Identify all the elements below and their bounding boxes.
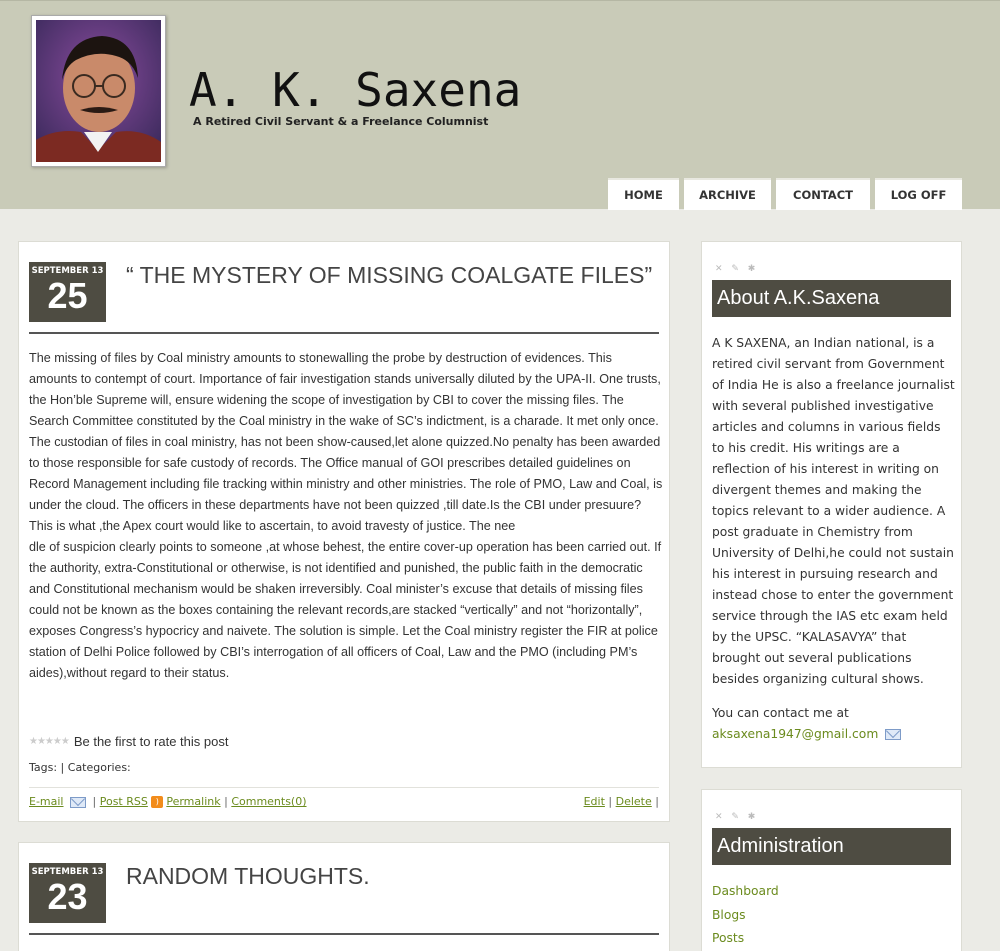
- post: [18, 241, 670, 822]
- widget-tools[interactable]: ✕ ✎ ✱: [715, 264, 759, 274]
- post-date: [29, 863, 106, 923]
- site-title[interactable]: A. K. Saxena: [189, 63, 522, 117]
- email-link[interactable]: E-mail: [29, 795, 64, 808]
- contact-intro: You can contact me at: [712, 706, 849, 720]
- post-body: [29, 348, 663, 684]
- about-text: A K SAXENA, an Indian national, is a retired civil servant from Government of India He is also a freelance journalist with several published investigative articles and columns in various fields to his credit. His writings are a reflection of his interest in writing on divergent themes and making the topics relevant to a wider audience. A post graduate in Chemistry from University of Delhi,he could not sustain his interest in pursuing research and instead chose to enter the government service through the IAS etc exam held by the UPSC. “KALASAVYA” that brought out several publications besides organizing cultural shows.: [712, 336, 955, 686]
- admin-link-dashboard[interactable]: Dashboard: [712, 884, 779, 898]
- rating-stars[interactable]: ★★★★★: [29, 736, 69, 747]
- mail-icon[interactable]: [885, 729, 901, 740]
- author-photo: [36, 20, 161, 162]
- post-rss-link[interactable]: Post RSS: [99, 795, 148, 808]
- admin-links: [712, 880, 779, 951]
- post-date-month: SEPTEMBER 13: [31, 266, 104, 276]
- post-title[interactable]: “ THE MYSTERY OF MISSING COALGATE FILES”: [126, 262, 653, 288]
- footer-separator: |: [92, 795, 97, 808]
- rating-text: Be the first to rate this post: [73, 734, 229, 749]
- contact-email-link[interactable]: aksaxena1947@gmail.com: [712, 727, 879, 741]
- nav-log-off[interactable]: LOG OFF: [875, 178, 962, 210]
- admin-heading: Administration: [712, 828, 951, 865]
- post: [18, 842, 670, 951]
- widget-tools[interactable]: ✕ ✎ ✱: [715, 812, 759, 822]
- admin-link-blogs[interactable]: Blogs: [712, 907, 746, 922]
- nav-archive[interactable]: ARCHIVE: [684, 178, 771, 210]
- post-title-divider: [29, 933, 659, 935]
- nav-contact[interactable]: CONTACT: [776, 178, 870, 210]
- main-nav: [608, 178, 967, 210]
- rss-icon[interactable]: ): [151, 796, 163, 808]
- author-photo-frame: [31, 15, 166, 167]
- post-footer-divider: [29, 787, 659, 788]
- delete-link[interactable]: Delete: [615, 795, 652, 808]
- post-body-paragraph: dle of suspicion clearly points to someone ,at whose behest, the entire cover-up operation has been carried out. If the authority, extra-Constitutional or otherwise, is not identified and punished, the public faith in the democratic and Constitutional mechanism would be shaken irreversibly. Coal minister’s excuse that details of missing files could not be known as the boxes containing the relevant records,are stacked “vertically” and not “horizontally”, exposes Congress’s hypocricy and naivete. The solution is simple. Let the Coal ministry register the FIR at police station of Delhi Police followed by CBI’s interrogation of all officers of Coal, Law and the PMO (including PM’s aides),without regard to their status.: [29, 540, 662, 680]
- site-header: [0, 0, 1000, 209]
- site-tagline: A Retired Civil Servant & a Freelance Columnist: [193, 115, 489, 128]
- admin-link-posts[interactable]: Posts: [712, 931, 745, 945]
- footer-separator: |: [655, 795, 659, 808]
- nav-home[interactable]: HOME: [608, 178, 679, 210]
- post-date-day: 23: [47, 876, 88, 917]
- about-heading: About A.K.Saxena: [712, 280, 951, 317]
- post-date: [29, 262, 106, 322]
- contact-block: [712, 703, 956, 745]
- admin-widget: [701, 789, 962, 951]
- post-date-month: SEPTEMBER 13: [31, 867, 104, 877]
- post-title[interactable]: RANDOM THOUGHTS.: [126, 863, 370, 889]
- post-rating: [29, 734, 228, 749]
- edit-link[interactable]: Edit: [583, 795, 605, 808]
- mail-icon[interactable]: [70, 797, 86, 808]
- footer-separator: |: [608, 795, 613, 808]
- permalink-link[interactable]: Permalink: [166, 795, 221, 808]
- comments-link[interactable]: Comments(0): [231, 795, 307, 808]
- post-body-paragraph: The missing of files by Coal ministry amounts to stonewalling the probe by destruction of evidences. This amounts to contempt of court. Importance of fair investigation stands universally diluted by the UPA-II. One trusts, the Hon’ble Supreme will, ensure widening the scope of investigation by CBI to cover the missing files. The Search Committee constituted by the Coal ministry in the wake of SC’s indictment, is a charade. It met only once. The custodian of files in coal ministry, has not been show-caused,let alone quizzed.No penalty has been awarded to those responsible for safe custody of records. The Office manual of GOI prescribes detailed guidelines on Record Management including file tracking within ministry and other ministries. The role of PMO, Law and Coal, is under the cloud. The officers in these departments have not been quizzed ,till date.Is the CBI under presuure?This is what ,the Apex court would like to ascertain, to avoid travesty of justice. The nee: [29, 351, 663, 533]
- footer-separator: |: [224, 795, 228, 808]
- post-date-day: 25: [47, 275, 88, 316]
- about-widget: [701, 241, 962, 768]
- post-tags: Tags: | Categories:: [29, 761, 131, 774]
- post-title-divider: [29, 332, 659, 334]
